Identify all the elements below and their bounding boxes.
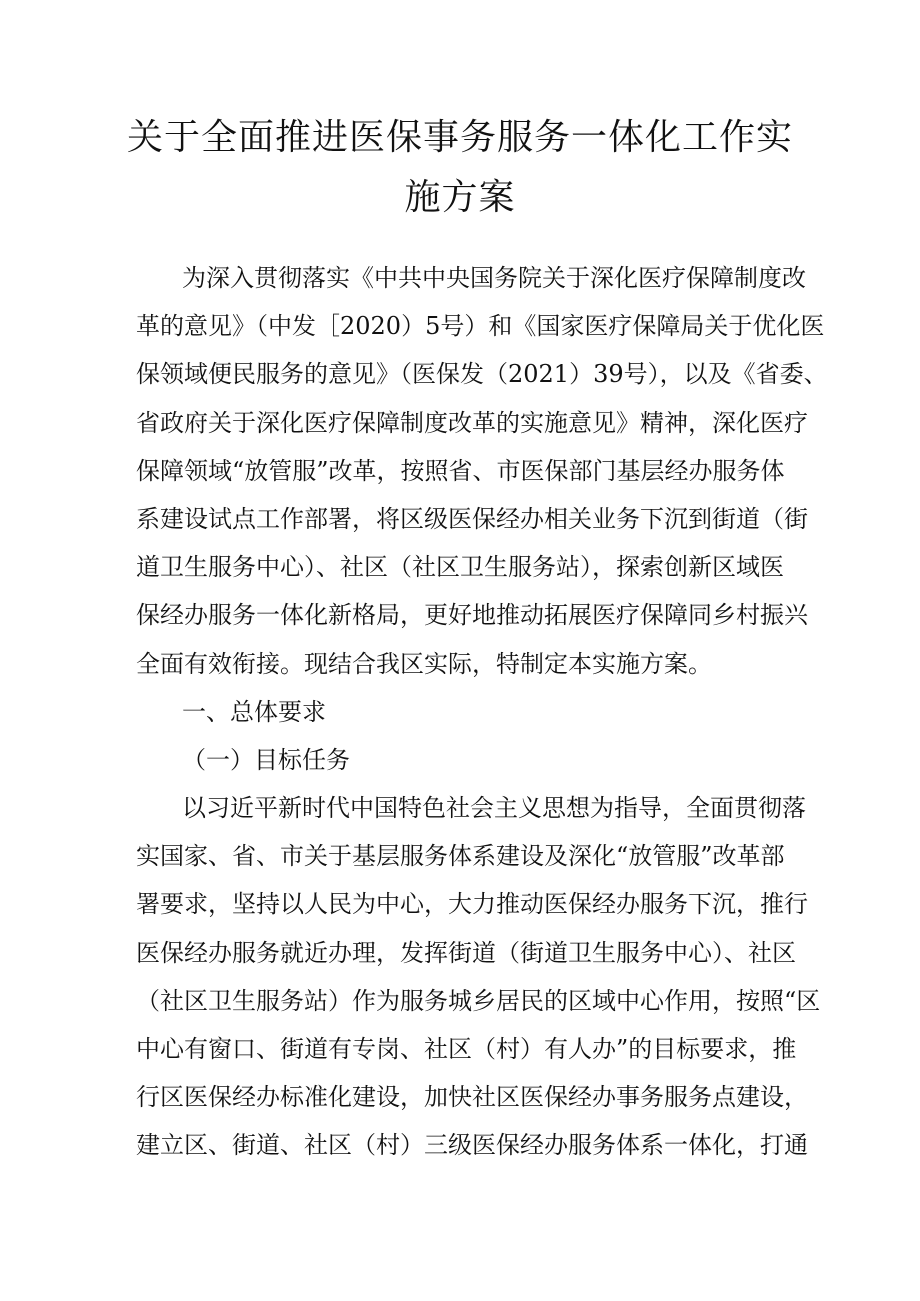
title-line-1: 关于全面推进医保事务服务一体化工作实 xyxy=(126,117,793,158)
intro-paragraph-line: 系建设试点工作部署，将区级医保经办相关业务下沉到街道（街 xyxy=(136,504,808,533)
intro-paragraph-line: 保障领域“放管服”改革，按照省、市医保部门基层经办服务体 xyxy=(136,456,785,485)
intro-paragraph-line: 革的意见》（中发［2020）5号）和《国家医疗保障局关于优化医 xyxy=(136,312,825,341)
intro-paragraph-line: 道卫生服务中心）、社区（社区卫生服务站），探索创新区域医 xyxy=(136,553,784,582)
goal-paragraph-line: 医保经办服务就近办理，发挥街道（街道卫生服务中心）、社区 xyxy=(136,938,796,967)
section-heading: 一、总体要求 xyxy=(182,697,326,726)
intro-paragraph-line: 全面有效衔接。现结合我区实际，特制定本实施方案。 xyxy=(136,649,712,678)
document-title xyxy=(120,108,800,228)
intro-paragraph-line: 省政府关于深化医疗保障制度改革的实施意见》精神，深化医疗 xyxy=(136,408,808,437)
goal-paragraph-line: （社区卫生服务站）作为服务城乡居民的区域中心作用，按照“区 xyxy=(136,986,821,1015)
subsection-heading: （一）目标任务 xyxy=(182,745,350,774)
goal-paragraph-line: 实国家、省、市关于基层服务体系建设及深化“放管服”改革部 xyxy=(136,842,785,871)
goal-paragraph-line: 行区医保经办标准化建设，加快社区医保经办事务服务点建设， xyxy=(136,1083,808,1112)
intro-paragraph-line: 保领域便民服务的意见》（医保发（2021）39号），以及《省委、 xyxy=(136,360,828,389)
document-body xyxy=(136,254,828,1170)
goal-paragraph-line: 署要求，坚持以人民为中心，大力推动医保经办服务下沉，推行 xyxy=(136,890,808,919)
title-line-2: 施方案 xyxy=(404,177,516,218)
goal-paragraph-line: 建立区、街道、社区（村）三级医保经办服务体系一体化，打通 xyxy=(136,1131,808,1160)
intro-paragraph-line: 为深入贯彻落实《中共中央国务院关于深化医疗保障制度改 xyxy=(182,264,806,292)
intro-paragraph-line: 保经办服务一体化新格局，更好地推动拓展医疗保障同乡村振兴 xyxy=(136,601,808,630)
goal-paragraph-line: 中心有窗口、街道有专岗、社区（村）有人办”的目标要求，推 xyxy=(136,1035,797,1063)
goal-paragraph-line: 以习近平新时代中国特色社会主义思想为指导，全面贯彻落 xyxy=(182,794,806,823)
